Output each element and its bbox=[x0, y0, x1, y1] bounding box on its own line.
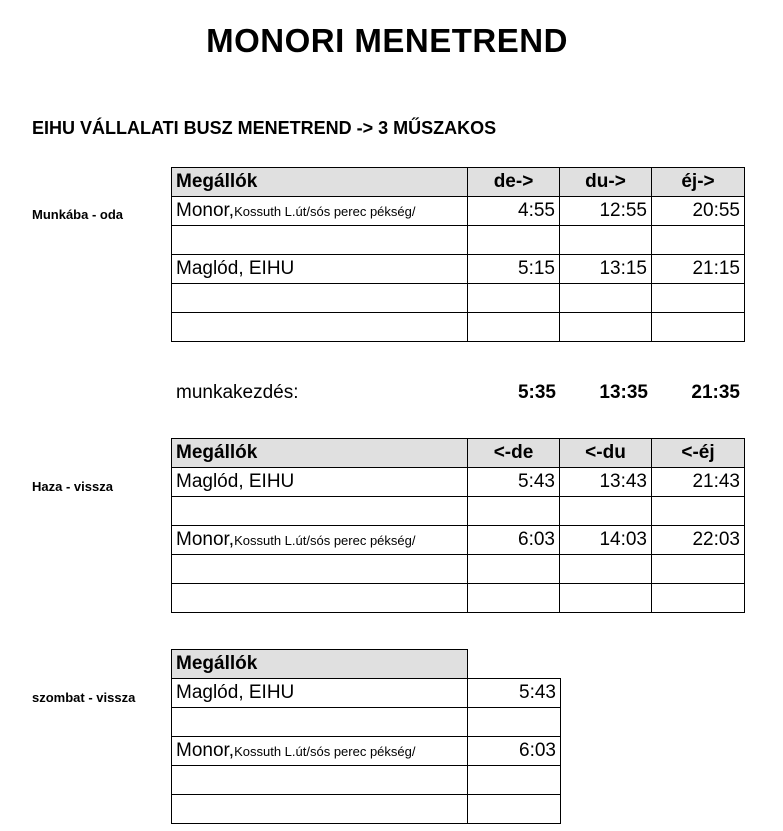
stop-name: Monor, bbox=[176, 740, 235, 761]
stop-cell bbox=[172, 795, 468, 824]
time-cell: 4:55 bbox=[468, 197, 560, 226]
time-cell bbox=[652, 313, 745, 342]
header-shift-ej: éj-> bbox=[652, 168, 745, 197]
table-header-row bbox=[172, 439, 745, 468]
time-cell bbox=[560, 284, 652, 313]
time-cell: 14:03 bbox=[560, 526, 652, 555]
time-cell: 5:15 bbox=[468, 255, 560, 284]
stop-cell bbox=[172, 737, 468, 766]
work-start-row bbox=[172, 380, 744, 408]
timetable-oda bbox=[171, 167, 745, 342]
time-cell: 6:03 bbox=[468, 737, 561, 766]
stop-cell bbox=[172, 226, 468, 255]
table-row bbox=[172, 555, 745, 584]
table-header-row bbox=[172, 650, 561, 679]
time-cell bbox=[560, 497, 652, 526]
stop-cell bbox=[172, 766, 468, 795]
header-stops: Megállók bbox=[172, 439, 468, 468]
time-cell bbox=[468, 555, 560, 584]
work-start-time-de: 5:35 bbox=[517, 382, 556, 403]
table-row bbox=[172, 255, 745, 284]
stop-name: Maglód, EIHU bbox=[176, 258, 295, 279]
time-cell: 22:03 bbox=[652, 526, 745, 555]
stop-cell bbox=[172, 584, 468, 613]
stop-cell bbox=[172, 468, 468, 497]
stop-cell bbox=[172, 313, 468, 342]
time-cell: 21:43 bbox=[652, 468, 745, 497]
time-cell bbox=[468, 584, 560, 613]
stop-name: Maglód, EIHU bbox=[176, 682, 295, 703]
stop-name: Monor, bbox=[176, 529, 235, 550]
header-shift-du: <-du bbox=[560, 439, 652, 468]
header-shift-du: du-> bbox=[560, 168, 652, 197]
stop-detail: Kossuth L.út/sós perec pékség/ bbox=[234, 744, 416, 759]
table-row bbox=[172, 679, 561, 708]
time-cell bbox=[468, 497, 560, 526]
header-stops: Megállók bbox=[172, 650, 468, 679]
timetable-vissza bbox=[171, 438, 745, 613]
table-row bbox=[172, 708, 561, 737]
stop-cell bbox=[172, 679, 468, 708]
table-row bbox=[172, 795, 561, 824]
page-subtitle: EIHU VÁLLALATI BUSZ MENETREND -> 3 MŰSZAKOS bbox=[32, 118, 497, 138]
stop-cell bbox=[172, 255, 468, 284]
time-cell: 5:43 bbox=[468, 468, 560, 497]
time-cell bbox=[560, 226, 652, 255]
time-cell bbox=[560, 313, 652, 342]
table-row bbox=[172, 526, 745, 555]
stop-cell bbox=[172, 284, 468, 313]
stop-cell bbox=[172, 526, 468, 555]
stop-name: Monor, bbox=[176, 200, 235, 221]
page-title: MONORI MENETREND bbox=[206, 22, 568, 59]
time-cell bbox=[468, 284, 560, 313]
time-cell bbox=[560, 555, 652, 584]
header-empty bbox=[468, 650, 561, 679]
section-label-vissza: Haza - vissza bbox=[32, 479, 113, 494]
time-cell: 5:43 bbox=[468, 679, 561, 708]
table-row bbox=[172, 197, 745, 226]
time-cell: 20:55 bbox=[652, 197, 745, 226]
time-cell bbox=[652, 226, 745, 255]
time-cell: 6:03 bbox=[468, 526, 560, 555]
timetable-szombat bbox=[171, 649, 561, 824]
header-stops: Megállók bbox=[172, 168, 468, 197]
time-cell bbox=[652, 284, 745, 313]
section-label-szombat: szombat - vissza bbox=[32, 690, 136, 705]
time-cell: 13:43 bbox=[560, 468, 652, 497]
table-row bbox=[172, 313, 745, 342]
table-row bbox=[172, 584, 745, 613]
time-cell bbox=[468, 766, 561, 795]
table-row bbox=[172, 497, 745, 526]
table-row bbox=[172, 737, 561, 766]
stop-cell bbox=[172, 497, 468, 526]
table-row bbox=[172, 468, 745, 497]
work-start-time-du: 13:35 bbox=[599, 382, 648, 403]
table-row bbox=[172, 766, 561, 795]
stop-cell bbox=[172, 708, 468, 737]
time-cell: 21:15 bbox=[652, 255, 745, 284]
time-cell bbox=[560, 584, 652, 613]
header-shift-de: <-de bbox=[468, 439, 560, 468]
time-cell bbox=[468, 795, 561, 824]
table-header-row bbox=[172, 168, 745, 197]
stop-cell bbox=[172, 197, 468, 226]
work-start-time-ej: 21:35 bbox=[691, 382, 740, 403]
time-cell bbox=[468, 226, 560, 255]
header-shift-ej: <-éj bbox=[652, 439, 745, 468]
stop-detail: Kossuth L.út/sós perec pékség/ bbox=[234, 204, 416, 219]
time-cell bbox=[652, 584, 745, 613]
work-start-label: munkakezdés: bbox=[176, 382, 299, 403]
table-row bbox=[172, 284, 745, 313]
time-cell: 13:15 bbox=[560, 255, 652, 284]
time-cell bbox=[652, 497, 745, 526]
stop-cell bbox=[172, 555, 468, 584]
section-label-oda: Munkába - oda bbox=[32, 207, 124, 222]
time-cell bbox=[468, 708, 561, 737]
time-cell: 12:55 bbox=[560, 197, 652, 226]
header-shift-de: de-> bbox=[468, 168, 560, 197]
stop-name: Maglód, EIHU bbox=[176, 471, 295, 492]
stop-detail: Kossuth L.út/sós perec pékség/ bbox=[234, 533, 416, 548]
table-row bbox=[172, 226, 745, 255]
time-cell bbox=[468, 313, 560, 342]
time-cell bbox=[652, 555, 745, 584]
